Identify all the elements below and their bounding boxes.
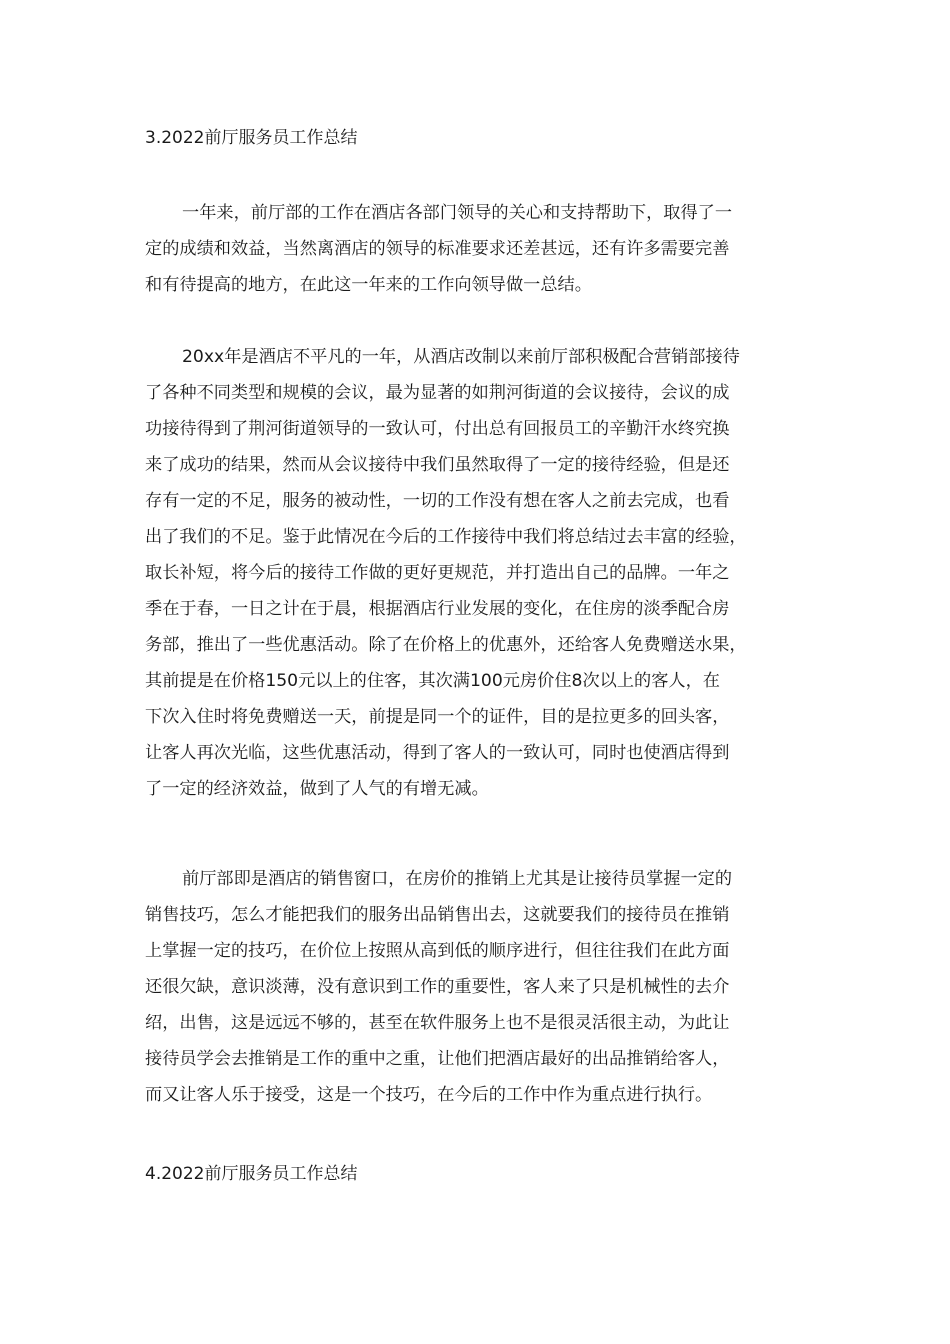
paragraph-1 — [145, 195, 810, 303]
paragraph-2-line: 下次入住时将免费赠送一天，前提是同一个的证件，目的是拉更多的回头客， — [145, 707, 730, 727]
paragraph-2-line: 功接待得到了荆河街道领导的一致认可，付出总有回报员工的辛勤汗水终究换 — [145, 419, 730, 439]
paragraph-3-line: 销售技巧，怎么才能把我们的服务出品销售出去，这就要我们的接待员在推销 — [145, 905, 730, 925]
paragraph-2-line: 务部，推出了一些优惠活动。除了在价格上的优惠外，还给客人免费赠送水果， — [145, 635, 747, 655]
section-4-heading: 4.2022前厅服务员工作总结 — [145, 1164, 358, 1184]
paragraph-2-line: 20xx年是酒店不平凡的一年，从酒店改制以来前厅部积极配合营销部接待 — [182, 347, 740, 367]
paragraph-2-line: 存有一定的不足，服务的被动性，一切的工作没有想在客人之前去完成，也看 — [145, 491, 730, 511]
paragraph-3 — [145, 861, 810, 1113]
paragraph-2 — [145, 339, 810, 807]
paragraph-3-line: 而又让客人乐于接受，这是一个技巧，在今后的工作中作为重点进行执行。 — [145, 1085, 713, 1105]
paragraph-1-line: 定的成绩和效益，当然离酒店的领导的标准要求还差甚远，还有许多需要完善 — [145, 239, 730, 259]
paragraph-3-line: 上掌握一定的技巧，在价位上按照从高到低的顺序进行，但往往我们在此方面 — [145, 941, 730, 961]
paragraph-2-line: 了各种不同类型和规模的会议，最为显著的如荆河街道的会议接待，会议的成 — [145, 383, 730, 403]
paragraph-3-line: 前厅部即是酒店的销售窗口，在房价的推销上尤其是让接待员掌握一定的 — [182, 869, 733, 889]
paragraph-3-line: 还很欠缺，意识淡薄，没有意识到工作的重要性，客人来了只是机械性的去介 — [145, 977, 730, 997]
paragraph-2-line: 让客人再次光临，这些优惠活动，得到了客人的一致认可，同时也使酒店得到 — [145, 743, 730, 763]
paragraph-2-line: 出了我们的不足。鉴于此情况在今后的工作接待中我们将总结过去丰富的经验， — [145, 527, 747, 547]
paragraph-1-line: 一年来，前厅部的工作在酒店各部门领导的关心和支持帮助下，取得了一 — [182, 203, 733, 223]
paragraph-1-line: 和有待提高的地方，在此这一年来的工作向领导做一总结。 — [145, 275, 592, 295]
paragraph-2-line: 其前提是在价格150元以上的住客，其次满100元房价住8次以上的客人，在 — [145, 671, 720, 691]
paragraph-2-line: 取长补短，将今后的接待工作做的更好更规范，并打造出自己的品牌。一年之 — [145, 563, 730, 583]
paragraph-2-line: 季在于春，一日之计在于晨，根据酒店行业发展的变化，在住房的淡季配合房 — [145, 599, 730, 619]
paragraph-2-line: 了一定的经济效益，做到了人气的有增无减。 — [145, 779, 489, 799]
paragraph-3-line: 绍，出售，这是远远不够的，甚至在软件服务上也不是很灵活很主动，为此让 — [145, 1013, 730, 1033]
paragraph-2-line: 来了成功的结果，然而从会议接待中我们虽然取得了一定的接待经验，但是还 — [145, 455, 730, 475]
section-3-heading: 3.2022前厅服务员工作总结 — [145, 128, 358, 148]
paragraph-3-line: 接待员学会去推销是工作的重中之重，让他们把酒店最好的出品推销给客人， — [145, 1049, 730, 1069]
